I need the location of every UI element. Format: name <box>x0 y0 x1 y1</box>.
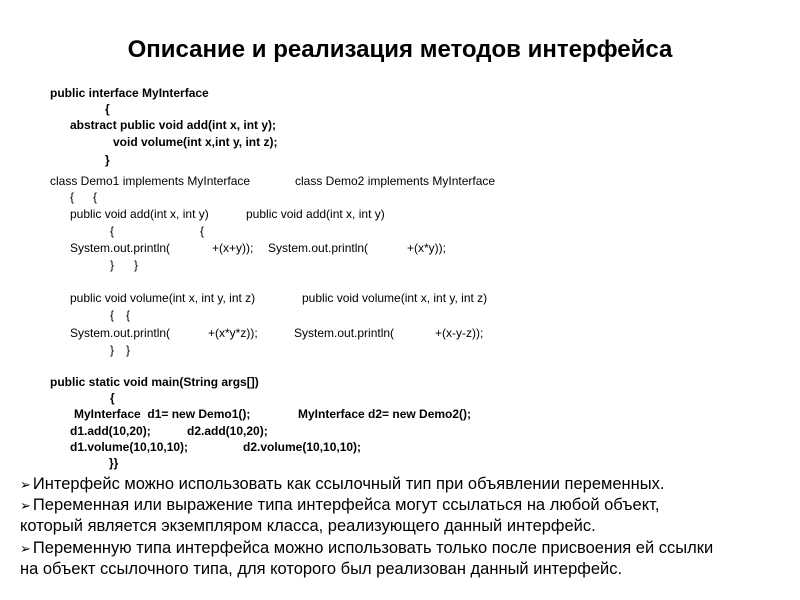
code-line: System.out.println( <box>70 326 171 340</box>
code-line: System.out.println( <box>70 241 171 255</box>
code-line: MyInterface d2= new Demo2(); <box>298 407 472 421</box>
code-line: } <box>126 343 131 357</box>
code-line: { <box>200 224 205 238</box>
bullet-item <box>20 495 659 516</box>
arrow-bullet-icon: ➢ <box>20 541 31 556</box>
code-line: d2.add(10,20); <box>187 424 268 438</box>
code-line: d1.add(10,20); <box>70 424 151 438</box>
code-line: { <box>110 308 115 322</box>
code-line: } <box>110 343 115 357</box>
code-line: abstract public void add(int x, int y); <box>70 118 277 132</box>
arrow-bullet-icon: ➢ <box>20 498 31 513</box>
code-line: } <box>105 153 110 167</box>
code-line: +(x*y)); <box>407 241 446 255</box>
bullet-text: Переменную типа интерфейса можно использовать только после присвоения ей ссылки <box>32 539 714 557</box>
code-line: { <box>110 224 115 238</box>
code-line: public void volume(int x, int y, int z) <box>70 291 256 305</box>
code-line: { <box>105 102 110 116</box>
code-line: class Demo2 implements MyInterface <box>295 174 496 188</box>
code-line: d1.volume(10,10,10); <box>70 440 189 454</box>
code-line: +(x*y*z)); <box>208 326 258 340</box>
arrow-bullet-icon: ➢ <box>20 477 31 492</box>
code-line: { <box>110 391 115 405</box>
code-line: }} <box>109 456 119 470</box>
code-line: public void add(int x, int y) <box>70 207 209 221</box>
code-line: { <box>126 308 131 322</box>
code-line: MyInterface d1= new Demo1(); <box>74 407 251 421</box>
code-line: System.out.println( <box>294 326 395 340</box>
slide-title: Описание и реализация методов интерфейса <box>127 36 673 63</box>
code-line: public static void main(String args[]) <box>50 375 259 389</box>
bullet-text-continued: который является экземпляром класса, реализующего данный интерфейс. <box>20 517 596 535</box>
code-line: class Demo1 implements MyInterface <box>50 174 251 188</box>
code-line: { <box>70 190 75 204</box>
code-line: { <box>93 190 98 204</box>
bullet-text: Интерфейс можно использовать как ссылочный тип при объявлении переменных. <box>32 475 665 493</box>
code-line: public void add(int x, int y) <box>246 207 385 221</box>
code-line: +(x+y)); <box>212 241 254 255</box>
code-line: void volume(int x,int y, int z); <box>113 135 278 149</box>
code-line: +(x-y-z)); <box>435 326 484 340</box>
code-line: public interface MyInterface <box>50 86 209 100</box>
bullet-text-continued: на объект ссылочного типа, для которого был реализован данный интерфейс. <box>20 560 623 578</box>
code-line: } <box>134 258 139 272</box>
code-line: } <box>110 258 115 272</box>
code-line: System.out.println( <box>268 241 369 255</box>
bullet-item <box>20 474 664 495</box>
bullet-item <box>20 538 713 559</box>
code-line: public void volume(int x, int y, int z) <box>302 291 488 305</box>
code-line: d2.volume(10,10,10); <box>243 440 362 454</box>
bullet-text: Переменная или выражение типа интерфейса могут ссылаться на любой объект, <box>32 496 660 514</box>
